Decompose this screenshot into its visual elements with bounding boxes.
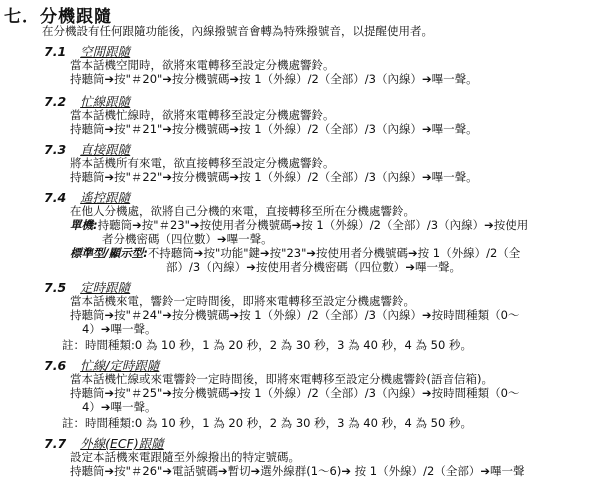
single-mode-steps-cont: 者分機密碼（四位數）➔嗶一聲。 <box>102 232 273 246</box>
section-desc: 當本話機來電，響鈴一定時間後，即將來電轉移至設定分機處響鈴。 <box>70 294 415 308</box>
section-name: 定時跟隨 <box>80 280 131 295</box>
section-name: 忙線跟隨 <box>80 94 131 109</box>
section-steps-cont: 4）➔嗶一聲。 <box>82 400 157 414</box>
section-name: 忙線/定時跟隨 <box>80 358 160 373</box>
standard-mode-steps-cont: 部）/3（內線）➔按使用者分機密碼（四位數）➔嗶一聲。 <box>166 260 461 274</box>
section-steps: 持聽筒➔按"＃26"➔電話號碼➔暫切➔選外線群(1～6)➔ 按 1（外線）/2（全部）➔嗶一聲 <box>70 464 525 478</box>
section-steps-cont: 4）➔嗶一聲。 <box>82 322 157 336</box>
section-number: 7.7 <box>44 436 67 451</box>
section-desc: 當本話機忙線或來電響鈴一定時間後，即將來電轉移至設定分機處響鈴(語音信箱)。 <box>70 372 493 386</box>
standard-mode-text: 不持聽筒➔按"功能"鍵➔按"23"➔按使用者分機號碼➔按 1（外線）/2（全 <box>147 246 521 260</box>
section-desc: 當本話機忙線時，欲將來電轉移至設定分機處響鈴。 <box>70 108 335 122</box>
section-steps: 持聽筒➔按"＃24"➔按分機號碼➔按 1（外線）/2（全部）/3（內線）➔按時間種類（0～ <box>70 308 520 322</box>
single-mode-steps <box>70 218 528 232</box>
section-name: 直接跟隨 <box>80 142 131 157</box>
section-number: 7.2 <box>44 94 67 109</box>
section-note: 註：時間種類:0 為 10 秒，1 為 20 秒，2 為 30 秒，3 為 40 秒，4 為 50 秒。 <box>62 338 472 352</box>
section-note: 註：時間種類:0 為 10 秒，1 為 20 秒，2 為 30 秒，3 為 40 秒，4 為 50 秒。 <box>62 416 472 430</box>
section-desc: 在他人分機處，欲將自己分機的來電，直接轉移至所在分機處響鈴。 <box>70 204 415 218</box>
section-number: 7.4 <box>44 190 67 205</box>
section-name: 空閒跟隨 <box>80 44 131 59</box>
section-steps: 持聽筒➔按"＃25"➔按分機號碼➔按 1（外線）/2（全部）/3（內線）➔按時間種類（0～ <box>70 386 520 400</box>
single-mode-text: 持聽筒➔按"＃23"➔按使用者分機號碼➔按 1（外線）/2（全部）/3（內線）➔按使用 <box>97 218 529 232</box>
standard-mode-label: 標準型/顯示型: <box>70 246 148 260</box>
section-number: 7.1 <box>44 44 67 59</box>
section-name: 外線(ECF)跟隨 <box>80 436 164 451</box>
section-steps: 持聽筒➔按"＃21"➔按分機號碼➔按 1（外線）/2（全部）/3（內線）➔嗶一聲。 <box>70 122 478 136</box>
section-steps: 持聽筒➔按"＃20"➔按分機號碼➔按 1（外線）/2（全部）/3（內線）➔嗶一聲。 <box>70 72 478 86</box>
single-mode-label: 單機: <box>70 218 98 232</box>
section-number: 7.3 <box>44 142 67 157</box>
standard-mode-steps <box>70 246 520 260</box>
intro-text: 在分機設有任何跟隨功能後，內線撥號音會轉為特殊撥號音，以提醒使用者。 <box>42 24 433 38</box>
section-desc: 設定本話機來電跟隨至外線撥出的特定號碼。 <box>70 450 300 464</box>
section-steps: 持聽筒➔按"＃22"➔按分機號碼➔按 1（外線）/2（全部）/3（內線）➔嗶一聲。 <box>70 170 478 184</box>
section-desc: 將本話機所有來電，欲直接轉移至設定分機處響鈴。 <box>70 156 335 170</box>
page-title: 七．分機跟隨 <box>4 7 112 27</box>
section-name: 遙控跟隨 <box>80 190 131 205</box>
section-desc: 當本話機空閒時，欲將來電轉移至設定分機處響鈴。 <box>70 58 335 72</box>
section-number: 7.6 <box>44 358 67 373</box>
section-number: 7.5 <box>44 280 67 295</box>
